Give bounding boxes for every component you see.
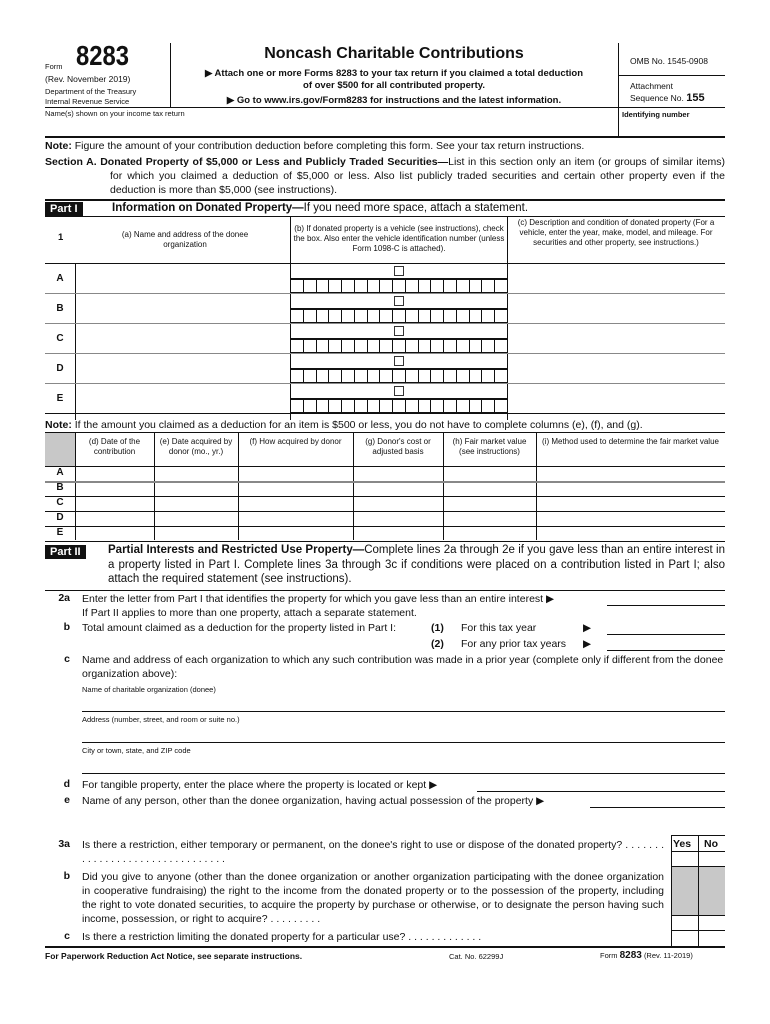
sequence-number: 155 [686, 92, 705, 104]
part-2-title: Partial Interests and Restricted Use Property— [108, 544, 365, 556]
line-2a-label: 2a [58, 592, 70, 604]
vin-digit-box[interactable] [317, 340, 330, 352]
vin-digit-box[interactable] [393, 370, 406, 382]
table2-cell-input[interactable] [537, 527, 724, 540]
3a-no-box[interactable] [699, 852, 725, 866]
vin-digit-box[interactable] [329, 370, 342, 382]
vin-digit-box[interactable] [380, 340, 393, 352]
vin-digit-box[interactable] [419, 340, 432, 352]
vin-digit-box[interactable] [431, 340, 444, 352]
description-input[interactable] [508, 384, 724, 412]
vin-digit-box[interactable] [406, 400, 419, 412]
table2-cell-input[interactable] [354, 482, 442, 495]
id-number-label: Identifying number [622, 110, 690, 119]
dept-irs: Internal Revenue Service [45, 97, 130, 106]
vin-digit-box[interactable] [317, 280, 330, 292]
form-number: 8283 [76, 40, 129, 71]
table2-header: (f) How acquired by donor [249, 437, 342, 446]
table2-cell-input[interactable] [76, 527, 153, 540]
vin-digit-box[interactable] [317, 370, 330, 382]
table2-header: (i) Method used to determine the fair market value [542, 437, 719, 446]
vin-digit-box[interactable] [406, 280, 419, 292]
vin-digit-box[interactable] [291, 400, 304, 412]
no-column-header: No [704, 838, 718, 850]
line-2e-label: e [64, 794, 70, 806]
vin-digit-box[interactable] [444, 280, 457, 292]
line-3b-label: b [63, 870, 70, 882]
address-label: Address (number, street, and room or suite no.) [82, 715, 240, 724]
address-input[interactable] [82, 726, 725, 743]
vin-digit-box[interactable] [482, 310, 495, 322]
vin-digit-box[interactable] [329, 310, 342, 322]
line-2a-note: If Part II applies to more than one property, attach a separate statement. [82, 607, 417, 619]
line-2d-text: For tangible property, enter the place where the property is located or kept ▶ [82, 779, 438, 791]
table2-cell-input[interactable] [155, 527, 237, 540]
3c-yes-box[interactable] [672, 931, 698, 946]
line-2b2-input[interactable] [607, 637, 725, 651]
names-input[interactable] [45, 119, 615, 136]
part1-row-letter: D [56, 363, 64, 374]
vin-digit-box[interactable] [317, 400, 330, 412]
vin-digit-box[interactable] [495, 340, 507, 352]
city-label: City or town, state, and ZIP code [82, 746, 191, 755]
vin-digit-box[interactable] [304, 400, 317, 412]
table2-cell-input[interactable] [155, 497, 237, 510]
table2-row-letter: B [56, 482, 64, 493]
description-input[interactable] [508, 264, 724, 292]
table2-cell-input[interactable] [444, 497, 535, 510]
line-2b1-text: For this tax year [461, 622, 537, 634]
vin-digit-box[interactable] [368, 310, 381, 322]
vin-digit-box[interactable] [380, 370, 393, 382]
vin-digit-box[interactable] [304, 310, 317, 322]
col-a-header: (a) Name and address of the donee organization [121, 230, 249, 249]
table2-cell-input[interactable] [239, 482, 352, 495]
vin-digit-box[interactable] [457, 340, 470, 352]
vin-digit-box[interactable] [291, 340, 304, 352]
attach-instruction-2: of over $500 for all contributed property. [303, 80, 485, 91]
part1-row-letter: A [56, 273, 64, 284]
vin-digit-box[interactable] [470, 280, 483, 292]
org-name-label: Name of charitable organization (donee) [82, 685, 216, 694]
table2-cell-input[interactable] [239, 467, 352, 480]
note-2-text: If the amount you claimed as a deduction for an item is $500 or less, you do not have to complete columns (e), (f), and (g). [71, 419, 643, 431]
vin-digit-box[interactable] [317, 310, 330, 322]
line-2b2-text: For any prior tax years [461, 638, 567, 650]
vin-digit-box[interactable] [393, 400, 406, 412]
table2-cell-input[interactable] [444, 467, 535, 480]
line-2a-input[interactable] [607, 592, 725, 606]
vin-digit-box[interactable] [355, 310, 368, 322]
vin-digit-box[interactable] [342, 310, 355, 322]
table2-header: (h) Fair market value (see instructions) [452, 437, 527, 456]
attachment-label: Attachment [630, 81, 673, 91]
table2-cell-input[interactable] [76, 467, 153, 480]
vin-digit-box[interactable] [329, 340, 342, 352]
table2-cell-input[interactable] [354, 527, 442, 540]
vin-digit-box[interactable] [342, 340, 355, 352]
vin-digit-box[interactable] [482, 340, 495, 352]
vehicle-checkbox[interactable] [394, 326, 404, 336]
footer-form-label: Form [600, 951, 618, 960]
part-2-text: Complete lines 2a through 2e if you gave less than an entire interest in a property listed in Part I. Complete lines 3a through 3c if conditions were placed on a contribution listed in Part I; also attach the required statement (see instructions). [108, 544, 725, 585]
part-2-label: Part II [45, 545, 86, 559]
donee-name-input[interactable] [76, 294, 289, 322]
city-input[interactable] [82, 757, 725, 774]
vin-digit-box[interactable] [495, 310, 507, 322]
donee-name-input[interactable] [76, 384, 289, 412]
table2-cell-input[interactable] [444, 512, 535, 525]
vin-digit-box[interactable] [342, 280, 355, 292]
3c-no-box[interactable] [699, 931, 725, 946]
line-2b1-label: (1) [431, 622, 444, 634]
table2-cell-input[interactable] [354, 467, 442, 480]
table2-header: (e) Date acquired by donor (mo., yr.) [159, 437, 233, 456]
table2-cell-input[interactable] [76, 482, 153, 495]
dept-treasury: Department of the Treasury [45, 87, 137, 96]
line-2b-label: b [63, 621, 70, 633]
table2-cell-input[interactable] [354, 512, 442, 525]
section-a-heading: Section A. Donated Property of $5,000 or Less and Publicly Traded Securities— [45, 156, 449, 168]
table2-cell-input[interactable] [155, 482, 237, 495]
note-2-label: Note: [45, 419, 72, 431]
sequence-label: Sequence No. [630, 93, 684, 103]
line-2e-input[interactable] [590, 794, 725, 808]
vehicle-checkbox[interactable] [394, 356, 404, 366]
donee-name-input[interactable] [76, 324, 289, 352]
vin-digit-box[interactable] [431, 310, 444, 322]
vin-digit-box[interactable] [457, 310, 470, 322]
arrow-icon: ▶ [583, 638, 592, 650]
vin-digit-box[interactable] [380, 400, 393, 412]
note-text: Figure the amount of your contribution deduction before completing this form. See your tax return instructions. [71, 140, 585, 152]
vin-digit-box[interactable] [393, 340, 406, 352]
line-2c-label: c [64, 653, 70, 665]
vin-digit-box[interactable] [368, 400, 381, 412]
omb-number: OMB No. 1545-0908 [630, 56, 708, 66]
vin-digit-box[interactable] [291, 370, 304, 382]
arrow-icon: ▶ [583, 622, 592, 634]
revision: (Rev. November 2019) [45, 74, 131, 84]
vin-digit-box[interactable] [406, 340, 419, 352]
3a-yes-box[interactable] [672, 852, 698, 866]
vin-digit-box[interactable] [355, 370, 368, 382]
table2-cell-input[interactable] [537, 467, 724, 480]
table2-cell-input[interactable] [537, 482, 724, 495]
vin-digit-box[interactable] [304, 370, 317, 382]
vin-digit-box[interactable] [368, 370, 381, 382]
vin-input[interactable] [290, 368, 508, 383]
table2-cell-input[interactable] [444, 527, 535, 540]
col-b-header: (b) If donated property is a vehicle (see instructions), check the box. Also enter the vehicle identification number (unless Form 1098-C is attached). [293, 224, 505, 253]
table2-header: (g) Donor's cost or adjusted basis [365, 437, 431, 456]
table2-row-letter: E [56, 527, 64, 538]
vin-digit-box[interactable] [495, 370, 507, 382]
vin-digit-box[interactable] [470, 370, 483, 382]
donee-name-input[interactable] [76, 264, 289, 292]
vin-digit-box[interactable] [291, 310, 304, 322]
vin-digit-box[interactable] [329, 280, 342, 292]
vin-digit-box[interactable] [482, 280, 495, 292]
table2-row-letter: C [56, 497, 64, 508]
vin-input[interactable] [290, 278, 508, 293]
form-label: Form [45, 62, 63, 71]
org-name-input[interactable] [82, 696, 725, 712]
vin-input[interactable] [290, 308, 508, 323]
form-title: Noncash Charitable Contributions [264, 45, 524, 62]
part-1-title: Information on Donated Property— [112, 202, 304, 214]
vin-digit-box[interactable] [419, 370, 432, 382]
line-3b-text: Did you give to anyone (other than the donee organization or another organization participating with the donee organization in cooperative fundraising) the right to the income from the donated property or to the possession of the property, including the right to vote donated securities, to acquire the property by purchase or otherwise, or to designate the person having such income, possession, or right to acquire? . . . . . . . . . [82, 871, 664, 925]
donee-name-input[interactable] [76, 354, 289, 382]
identifying-number-input[interactable] [620, 121, 724, 136]
vin-digit-box[interactable] [355, 340, 368, 352]
table2-cell-input[interactable] [76, 497, 153, 510]
line-3a-label: 3a [58, 838, 70, 850]
vin-digit-box[interactable] [470, 310, 483, 322]
line-2b-text: Total amount claimed as a deduction for the property listed in Part I: [82, 622, 397, 634]
vin-digit-box[interactable] [482, 370, 495, 382]
part1-row-letter: B [56, 303, 64, 314]
line-3c-text: Is there a restriction limiting the donated property for a particular use? . . . . . . . . . . . . . [82, 931, 482, 943]
vin-digit-box[interactable] [444, 310, 457, 322]
attach-instruction: ▶ Attach one or more Forms 8283 to your tax return if you claimed a total deduction [204, 68, 584, 79]
vin-digit-box[interactable] [355, 400, 368, 412]
vin-digit-box[interactable] [431, 370, 444, 382]
vin-digit-box[interactable] [495, 400, 507, 412]
description-input[interactable] [508, 354, 724, 382]
vin-digit-box[interactable] [431, 400, 444, 412]
footer-form-number: 8283 [619, 950, 642, 961]
table2-cell-input[interactable] [76, 512, 153, 525]
table2-cell-input[interactable] [537, 512, 724, 525]
vin-digit-box[interactable] [419, 400, 432, 412]
vin-digit-box[interactable] [304, 280, 317, 292]
vin-digit-box[interactable] [444, 370, 457, 382]
part-1-subtitle: If you need more space, attach a statement. [303, 202, 529, 214]
vin-input[interactable] [290, 398, 508, 413]
vin-digit-box[interactable] [368, 280, 381, 292]
note-label: Note: [45, 140, 72, 152]
vin-digit-box[interactable] [380, 310, 393, 322]
table2-row-letter: A [56, 467, 64, 478]
vin-digit-box[interactable] [470, 400, 483, 412]
line-1-label: 1 [58, 232, 64, 243]
vin-digit-box[interactable] [444, 400, 457, 412]
description-input[interactable] [508, 294, 724, 322]
vin-digit-box[interactable] [495, 280, 507, 292]
line-2c-text: Name and address of each organization to which any such contribution was made in a prior year (complete only if different from the donee organization above): [82, 654, 724, 680]
vin-digit-box[interactable] [406, 310, 419, 322]
part-1-label: Part I [45, 202, 83, 216]
part1-row-letter: C [56, 333, 64, 344]
line-3a-text: Is there a restriction, either temporary or permanent, on the donee's right to use or dispose of the donated property? . . . . . . . . . . . . . . . . . . . . . . . . . . . . . . . . [82, 839, 664, 865]
catalog-number: Cat. No. 62299J [449, 952, 504, 961]
line-2e-text: Name of any person, other than the donee organization, having actual possession of the property ▶ [82, 795, 545, 807]
table2-row-letter: D [56, 512, 64, 523]
names-label: Name(s) shown on your income tax return [45, 109, 185, 118]
vin-digit-box[interactable] [380, 280, 393, 292]
vin-input[interactable] [290, 338, 508, 353]
vin-digit-box[interactable] [470, 340, 483, 352]
line-2a-text: Enter the letter from Part I that identifies the property for which you gave less than an entire interest ▶ [82, 593, 555, 605]
vehicle-checkbox[interactable] [394, 266, 404, 276]
vehicle-checkbox[interactable] [394, 296, 404, 306]
vin-digit-box[interactable] [342, 370, 355, 382]
table2-cell-input[interactable] [239, 512, 352, 525]
table2-cell-input[interactable] [537, 497, 724, 510]
col-c-header: (c) Description and condition of donated property (For a vehicle, enter the year, make, model, and mileage. For securities and other property, see instructions.) [517, 218, 715, 247]
3b-no-box[interactable] [699, 916, 725, 930]
table2-cell-input[interactable] [239, 497, 352, 510]
line-2d-input[interactable] [477, 778, 725, 792]
vin-digit-box[interactable] [393, 280, 406, 292]
line-2b1-input[interactable] [607, 621, 725, 635]
vehicle-checkbox[interactable] [394, 386, 404, 396]
line-2b2-label: (2) [431, 638, 444, 650]
table2-header: (d) Date of the contribution [88, 437, 141, 456]
line-3c-label: c [64, 930, 70, 942]
vin-digit-box[interactable] [355, 280, 368, 292]
description-input[interactable] [508, 324, 724, 352]
table2-cell-input[interactable] [354, 497, 442, 510]
vin-digit-box[interactable] [304, 340, 317, 352]
vin-digit-box[interactable] [419, 280, 432, 292]
vin-digit-box[interactable] [457, 280, 470, 292]
3b-yes-box[interactable] [672, 916, 698, 930]
vin-digit-box[interactable] [457, 400, 470, 412]
yes-column-header: Yes [673, 838, 692, 850]
vin-digit-box[interactable] [419, 310, 432, 322]
table2-cell-input[interactable] [155, 512, 237, 525]
vin-digit-box[interactable] [431, 280, 444, 292]
vin-digit-box[interactable] [291, 280, 304, 292]
vin-digit-box[interactable] [482, 400, 495, 412]
line-2d-label: d [63, 778, 70, 790]
vin-digit-box[interactable] [393, 310, 406, 322]
vin-digit-box[interactable] [329, 400, 342, 412]
vin-digit-box[interactable] [368, 340, 381, 352]
table2-cell-input[interactable] [239, 527, 352, 540]
part1-row-letter: E [56, 393, 64, 404]
paperwork-notice: For Paperwork Reduction Act Notice, see separate instructions. [45, 951, 303, 961]
vin-digit-box[interactable] [444, 340, 457, 352]
vin-digit-box[interactable] [457, 370, 470, 382]
table2-cell-input[interactable] [155, 467, 237, 480]
vin-digit-box[interactable] [406, 370, 419, 382]
footer-revision: (Rev. 11-2019) [643, 951, 693, 960]
website-instruction: ▶ Go to www.irs.gov/Form8283 for instructions and the latest information. [226, 95, 562, 106]
vin-digit-box[interactable] [342, 400, 355, 412]
section-a-text: List in this section only an item (or groups of similar items) for which you claimed a deduction of $5,000 or less. Also list publicly traded securities and certain other property even if the deduction is more than $5,000 (see instructions). [110, 156, 725, 196]
table2-cell-input[interactable] [444, 482, 535, 495]
